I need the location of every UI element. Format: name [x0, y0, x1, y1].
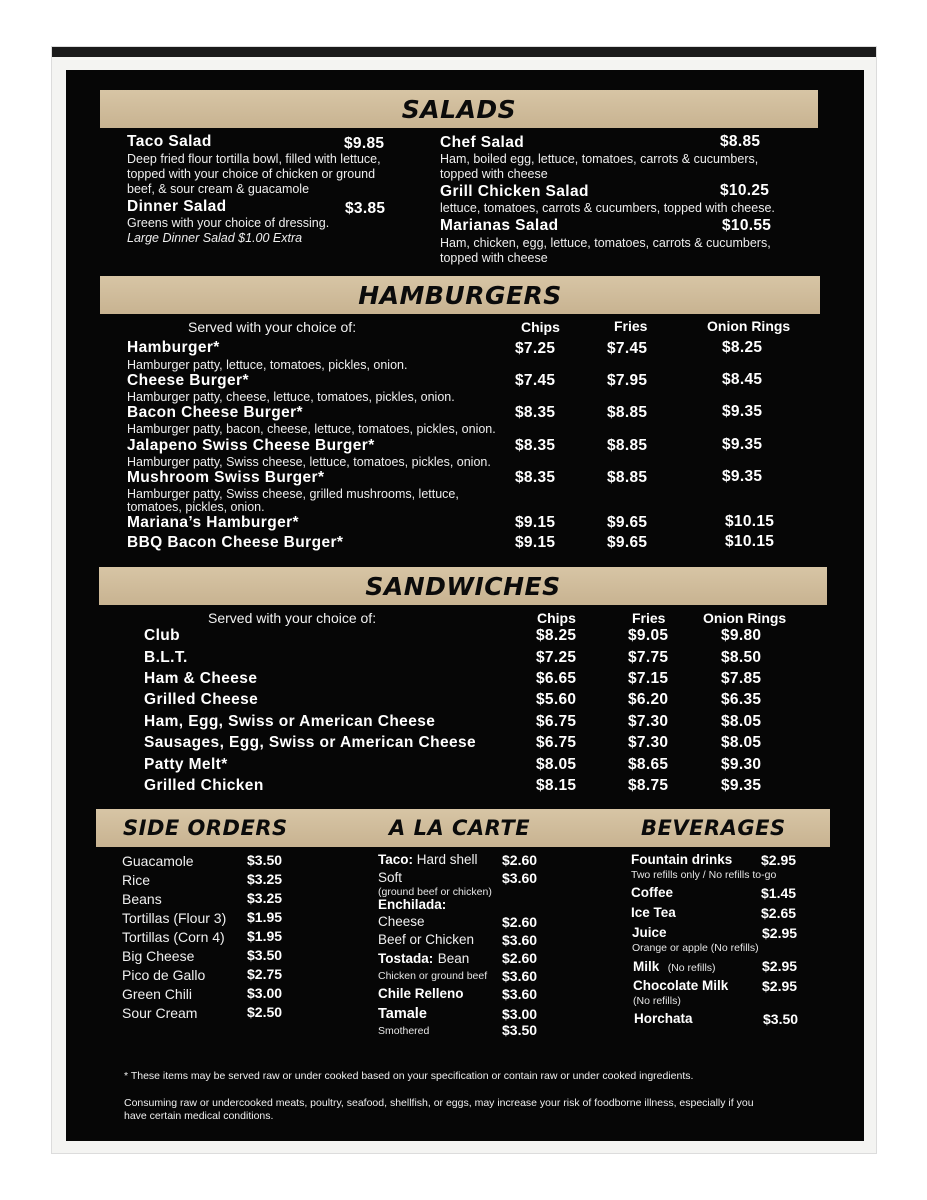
- enchilada-cheese-price: $2.60: [502, 914, 538, 930]
- tostada-meat-price: $3.60: [502, 968, 538, 984]
- side-green-chili: Green Chili: [122, 986, 193, 1002]
- chile-relleno-price: $3.60: [502, 986, 538, 1002]
- side-sour-cream-price: $2.50: [247, 1004, 283, 1020]
- fountain-drinks-price: $2.95: [761, 852, 797, 868]
- burger-price-chips: $7.25: [515, 340, 556, 357]
- taco-salad-desc-3: beef, & sour cream & guacamole: [127, 182, 310, 196]
- milk-row: [633, 958, 716, 976]
- grill-chicken-salad-desc: lettuce, tomatoes, carrots & cucumbers, topped with cheese.: [440, 201, 775, 215]
- cheese-burger-name: Cheese Burger*: [127, 372, 249, 389]
- taco-soft: Soft: [378, 870, 403, 885]
- tostada-label: Tostada:: [378, 951, 434, 966]
- side-beans: Beans: [122, 891, 162, 907]
- enchilada-beef-chicken-price: $3.60: [502, 932, 538, 948]
- patty-melt-price-chips: $8.05: [536, 756, 577, 773]
- patty-melt-price-onion-rings: $9.30: [721, 756, 762, 773]
- taco-label: Taco:: [378, 852, 414, 867]
- cheese-burger-desc: Hamburger patty, cheese, lettuce, tomatoes, pickles, onion.: [127, 390, 455, 404]
- tamale-smothered-price: $3.50: [502, 1022, 538, 1038]
- blt-price-chips: $7.25: [536, 649, 577, 666]
- enchilada-beef-chicken: Beef or Chicken: [378, 932, 475, 947]
- dinner-salad-name: Dinner Salad: [127, 198, 227, 215]
- jalapeno-burger-price-fries: $8.85: [607, 437, 648, 454]
- cheese-burger-price-onion-rings: $8.45: [722, 371, 763, 388]
- chocolate-milk: Chocolate Milk: [633, 978, 729, 993]
- ham-egg-price-chips: $6.75: [536, 713, 577, 730]
- taco-hard-shell: Hard shell: [416, 852, 478, 867]
- bbq-burger-price-chips: $9.15: [515, 534, 556, 551]
- tostada-meat: Chicken or ground beef: [378, 970, 488, 982]
- side-green-chili-price: $3.00: [247, 985, 283, 1001]
- sandwiches-banner: [99, 567, 827, 605]
- ham-egg-price-onion-rings: $8.05: [721, 713, 762, 730]
- bacon-cheese-burger-desc: Hamburger patty, bacon, cheese, lettuce, tomatoes, pickles, onion.: [127, 422, 496, 436]
- bottom-banner: [96, 809, 830, 847]
- coffee: Coffee: [631, 885, 674, 900]
- mushroom-burger-price-chips: $8.35: [515, 469, 556, 486]
- blt-price-onion-rings: $8.50: [721, 649, 762, 666]
- tostada-bean-row: [378, 950, 469, 968]
- chef-salad-name: Chef Salad: [440, 134, 525, 151]
- patty-melt-price-fries: $8.65: [628, 756, 669, 773]
- coffee-price: $1.45: [761, 885, 797, 901]
- juice-note: Orange or apple (No refills): [632, 942, 759, 954]
- sausages-egg-name: Sausages, Egg, Swiss or American Cheese: [144, 734, 477, 751]
- marianas-burger-price-chips: $9.15: [515, 514, 556, 531]
- horchata-price: $3.50: [763, 1011, 799, 1027]
- side-orders-title: SIDE ORDERS: [123, 816, 288, 840]
- chef-salad-price: $8.85: [720, 133, 761, 150]
- marianas-salad-name: Marianas Salad: [440, 217, 559, 234]
- dinner-salad-price: $3.85: [345, 200, 386, 217]
- marianas-salad-desc-2: topped with cheese: [440, 251, 548, 265]
- sandwiches-col-onion-rings: Onion Rings: [703, 610, 787, 626]
- grilled-chicken-price-fries: $8.75: [628, 777, 669, 794]
- bbq-burger-name: BBQ Bacon Cheese Burger*: [127, 534, 344, 551]
- mushroom-burger-price-fries: $8.85: [607, 469, 648, 486]
- ham-cheese-price-onion-rings: $7.85: [721, 670, 762, 687]
- grill-chicken-salad-name: Grill Chicken Salad: [440, 183, 589, 200]
- jalapeno-burger-price-onion-rings: $9.35: [722, 436, 763, 453]
- side-guacamole: Guacamole: [122, 853, 194, 869]
- beverages-title: BEVERAGES: [641, 816, 786, 840]
- bbq-burger-price-fries: $9.65: [607, 534, 648, 551]
- side-big-cheese-price: $3.50: [247, 947, 283, 963]
- milk-note: (No refills): [667, 962, 716, 974]
- bacon-cheese-burger-price-onion-rings: $9.35: [722, 403, 763, 420]
- jalapeno-burger-desc: Hamburger patty, Swiss cheese, lettuce, tomatoes, pickles, onion.: [127, 455, 491, 469]
- ice-tea-price: $2.65: [761, 905, 797, 921]
- juice-price: $2.95: [762, 925, 798, 941]
- tamale-price: $3.00: [502, 1006, 538, 1022]
- grilled-chicken-name: Grilled Chicken: [144, 777, 264, 794]
- ice-tea: Ice Tea: [631, 905, 676, 920]
- marianas-burger-price-onion-rings: $10.15: [725, 513, 775, 530]
- club-name: Club: [144, 627, 181, 644]
- side-tortillas-flour-price: $1.95: [247, 909, 283, 925]
- chocolate-milk-note: (No refills): [633, 995, 681, 1007]
- side-guacamole-price: $3.50: [247, 852, 283, 868]
- menu-frame-top-edge: [52, 47, 876, 57]
- side-rice: Rice: [122, 872, 151, 888]
- taco-salad-desc-1: Deep fried flour tortilla bowl, filled with lettuce,: [127, 152, 381, 166]
- blt-name: B.L.T.: [144, 649, 188, 666]
- mushroom-burger-name: Mushroom Swiss Burger*: [127, 469, 325, 486]
- burger-name: Hamburger*: [127, 339, 220, 356]
- bacon-cheese-burger-price-chips: $8.35: [515, 404, 556, 421]
- grilled-cheese-price-fries: $6.20: [628, 691, 669, 708]
- enchilada-cheese: Cheese: [378, 914, 425, 929]
- club-price-fries: $9.05: [628, 627, 669, 644]
- tamale-smothered: Smothered: [378, 1025, 430, 1037]
- dinner-salad-desc: Greens with your choice of dressing.: [127, 216, 330, 230]
- jalapeno-burger-name: Jalapeno Swiss Cheese Burger*: [127, 437, 375, 454]
- bacon-cheese-burger-name: Bacon Cheese Burger*: [127, 404, 303, 421]
- taco-salad-price: $9.85: [344, 135, 385, 152]
- dinner-salad-note: Large Dinner Salad $1.00 Extra: [127, 231, 303, 245]
- cheese-burger-price-fries: $7.95: [607, 372, 648, 389]
- burger-price-fries: $7.45: [607, 340, 648, 357]
- grilled-cheese-price-chips: $5.60: [536, 691, 577, 708]
- milk-price: $2.95: [762, 958, 798, 974]
- side-pico-de-gallo: Pico de Gallo: [122, 967, 206, 983]
- ham-egg-price-fries: $7.30: [628, 713, 669, 730]
- grill-chicken-salad-price: $10.25: [720, 182, 770, 199]
- tostada-bean: Bean: [437, 951, 470, 966]
- mushroom-burger-desc-1: Hamburger patty, Swiss cheese, grilled mushrooms, lettuce,: [127, 487, 459, 501]
- side-tortillas-corn-price: $1.95: [247, 928, 283, 944]
- chile-relleno: Chile Relleno: [378, 986, 464, 1001]
- sandwiches-title: SANDWICHES: [365, 571, 561, 601]
- a-la-carte-title: A LA CARTE: [389, 816, 531, 840]
- ham-egg-name: Ham, Egg, Swiss or American Cheese: [144, 713, 436, 730]
- sandwiches-served-with: Served with your choice of:: [208, 610, 377, 626]
- bacon-cheese-burger-price-fries: $8.85: [607, 404, 648, 421]
- marianas-burger-price-fries: $9.65: [607, 514, 648, 531]
- grilled-cheese-name: Grilled Cheese: [144, 691, 259, 708]
- foodborne-illness-warning-1: Consuming raw or undercooked meats, poultry, seafood, shellfish, or eggs, may increase your risk of foodborne illness, especially if you: [124, 1097, 754, 1109]
- fountain-drinks-note: Two refills only / No refills to-go: [631, 869, 777, 881]
- sausages-egg-price-fries: $7.30: [628, 734, 669, 751]
- jalapeno-burger-price-chips: $8.35: [515, 437, 556, 454]
- ham-cheese-price-fries: $7.15: [628, 670, 669, 687]
- sandwiches-col-chips: Chips: [537, 610, 576, 626]
- chocolate-milk-price: $2.95: [762, 978, 798, 994]
- marianas-salad-desc-1: Ham, chicken, egg, lettuce, tomatoes, carrots & cucumbers,: [440, 236, 771, 250]
- sausages-egg-price-chips: $6.75: [536, 734, 577, 751]
- burger-price-onion-rings: $8.25: [722, 339, 763, 356]
- marianas-burger-name: Mariana’s Hamburger*: [127, 514, 299, 531]
- bbq-burger-price-onion-rings: $10.15: [725, 533, 775, 550]
- blt-price-fries: $7.75: [628, 649, 669, 666]
- club-price-chips: $8.25: [536, 627, 577, 644]
- taco-hard-row: [378, 852, 478, 867]
- hamburgers-col-fries: Fries: [614, 318, 648, 334]
- taco-soft-price: $3.60: [502, 870, 538, 886]
- salads-title: SALADS: [401, 94, 517, 124]
- chef-salad-desc-2: topped with cheese: [440, 167, 548, 181]
- side-beans-price: $3.25: [247, 890, 283, 906]
- fountain-drinks: Fountain drinks: [631, 852, 733, 867]
- side-tortillas-corn: Tortillas (Corn 4): [122, 929, 225, 945]
- grilled-chicken-price-chips: $8.15: [536, 777, 577, 794]
- hamburgers-served-with: Served with your choice of:: [188, 319, 357, 335]
- tamale: Tamale: [378, 1006, 427, 1022]
- side-sour-cream: Sour Cream: [122, 1005, 198, 1021]
- patty-melt-name: Patty Melt*: [144, 756, 228, 773]
- taco-salad-name: Taco Salad: [127, 133, 212, 150]
- enchilada-label: Enchilada:: [378, 897, 447, 912]
- hamburgers-title: HAMBURGERS: [358, 280, 562, 310]
- grilled-cheese-price-onion-rings: $6.35: [721, 691, 762, 708]
- raw-food-notice: * These items may be served raw or under cooked based on your specification or contain raw or under cooked ingredients.: [124, 1070, 694, 1082]
- hamburgers-col-chips: Chips: [521, 319, 560, 335]
- salads-banner: [100, 90, 818, 128]
- sandwiches-col-fries: Fries: [632, 610, 666, 626]
- hamburgers-banner: [100, 276, 820, 314]
- foodborne-illness-warning-2: have certain medical conditions.: [124, 1110, 274, 1122]
- milk: Milk: [633, 959, 660, 974]
- grilled-chicken-price-onion-rings: $9.35: [721, 777, 762, 794]
- tostada-bean-price: $2.60: [502, 950, 538, 966]
- hamburgers-col-onion-rings: Onion Rings: [707, 318, 791, 334]
- club-price-onion-rings: $9.80: [721, 627, 762, 644]
- cheese-burger-price-chips: $7.45: [515, 372, 556, 389]
- chef-salad-desc-1: Ham, boiled egg, lettuce, tomatoes, carrots & cucumbers,: [440, 152, 759, 166]
- side-tortillas-flour: Tortillas (Flour 3): [122, 910, 227, 926]
- burger-desc: Hamburger patty, lettuce, tomatoes, pickles, onion.: [127, 358, 408, 372]
- juice: Juice: [632, 925, 667, 940]
- side-pico-de-gallo-price: $2.75: [247, 966, 283, 982]
- taco-hard-price: $2.60: [502, 852, 538, 868]
- marianas-salad-price: $10.55: [722, 217, 772, 234]
- ham-cheese-price-chips: $6.65: [536, 670, 577, 687]
- mushroom-burger-price-onion-rings: $9.35: [722, 468, 763, 485]
- ham-cheese-name: Ham & Cheese: [144, 670, 258, 687]
- taco-salad-desc-2: topped with your choice of chicken or ground: [127, 167, 376, 181]
- horchata: Horchata: [634, 1011, 693, 1026]
- sausages-egg-price-onion-rings: $8.05: [721, 734, 762, 751]
- taco-soft-note: (ground beef or chicken): [378, 886, 492, 898]
- side-rice-price: $3.25: [247, 871, 283, 887]
- side-big-cheese: Big Cheese: [122, 948, 195, 964]
- mushroom-burger-desc-2: tomatoes, pickles, onion.: [127, 500, 265, 514]
